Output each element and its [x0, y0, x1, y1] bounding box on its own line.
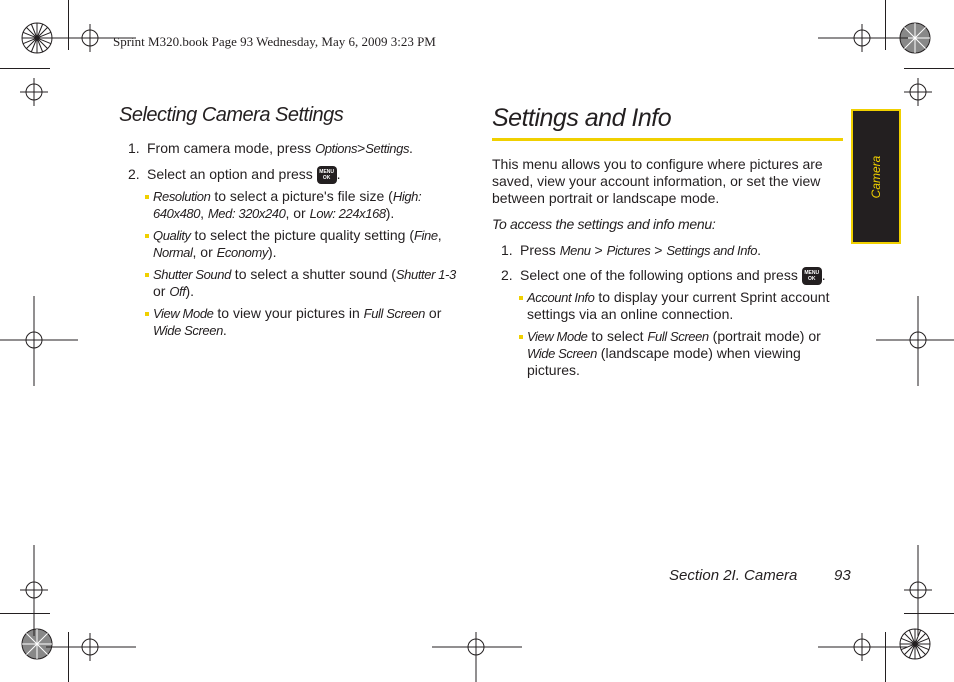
left-bullet-view-mode: View Mode to view your pictures in Full Screen or Wide Screen.	[153, 305, 468, 339]
left-bullet-shutter-sound: Shutter Sound to select a shutter sound (Shutter 1-3 or Off).	[153, 266, 468, 300]
footer-page-number: 93	[834, 567, 851, 584]
title-rule	[492, 138, 843, 141]
side-tab-label: Camera	[869, 155, 883, 198]
right-bullet-account-info: Account Info to display your current Sprint account settings via an online connection.	[527, 289, 845, 323]
left-step-1: 1. From camera mode, press Options>Settings.	[128, 140, 413, 156]
print-header: Sprint M320.book Page 93 Wednesday, May 6, 2009 3:23 PM	[113, 34, 436, 49]
left-heading: Selecting Camera Settings	[119, 104, 344, 126]
right-bullet-view-mode: View Mode to select Full Screen (portrait mode) or Wide Screen (landscape mode) when viewing pictures.	[527, 328, 845, 379]
right-step-2: 2. Select one of the following options and press MENU OK .	[501, 267, 826, 285]
left-bullet-quality: Quality to select the picture quality setting (Fine, Normal, or Economy).	[153, 227, 468, 261]
menu-ok-key-icon: MENU OK	[317, 166, 337, 184]
right-step-1: 1. Press Menu > Pictures > Settings and Info.	[501, 242, 761, 258]
left-bullet-resolution: Resolution to select a picture's file size (High: 640x480, Med: 320x240, or Low: 224x168).	[153, 188, 468, 222]
intro-paragraph: This menu allows you to configure where pictures are saved, view your account information, or set the view between portrait or landscape mode.	[492, 156, 823, 206]
left-step-2: 2. Select an option and press MENU OK .	[128, 166, 341, 184]
page-title: Settings and Info	[492, 104, 672, 132]
menu-ok-key-icon: MENU OK	[802, 267, 822, 285]
footer-section: Section 2I. Camera	[669, 567, 798, 584]
to-access-line: To access the settings and info menu:	[492, 216, 716, 232]
section-side-tab	[851, 109, 901, 244]
